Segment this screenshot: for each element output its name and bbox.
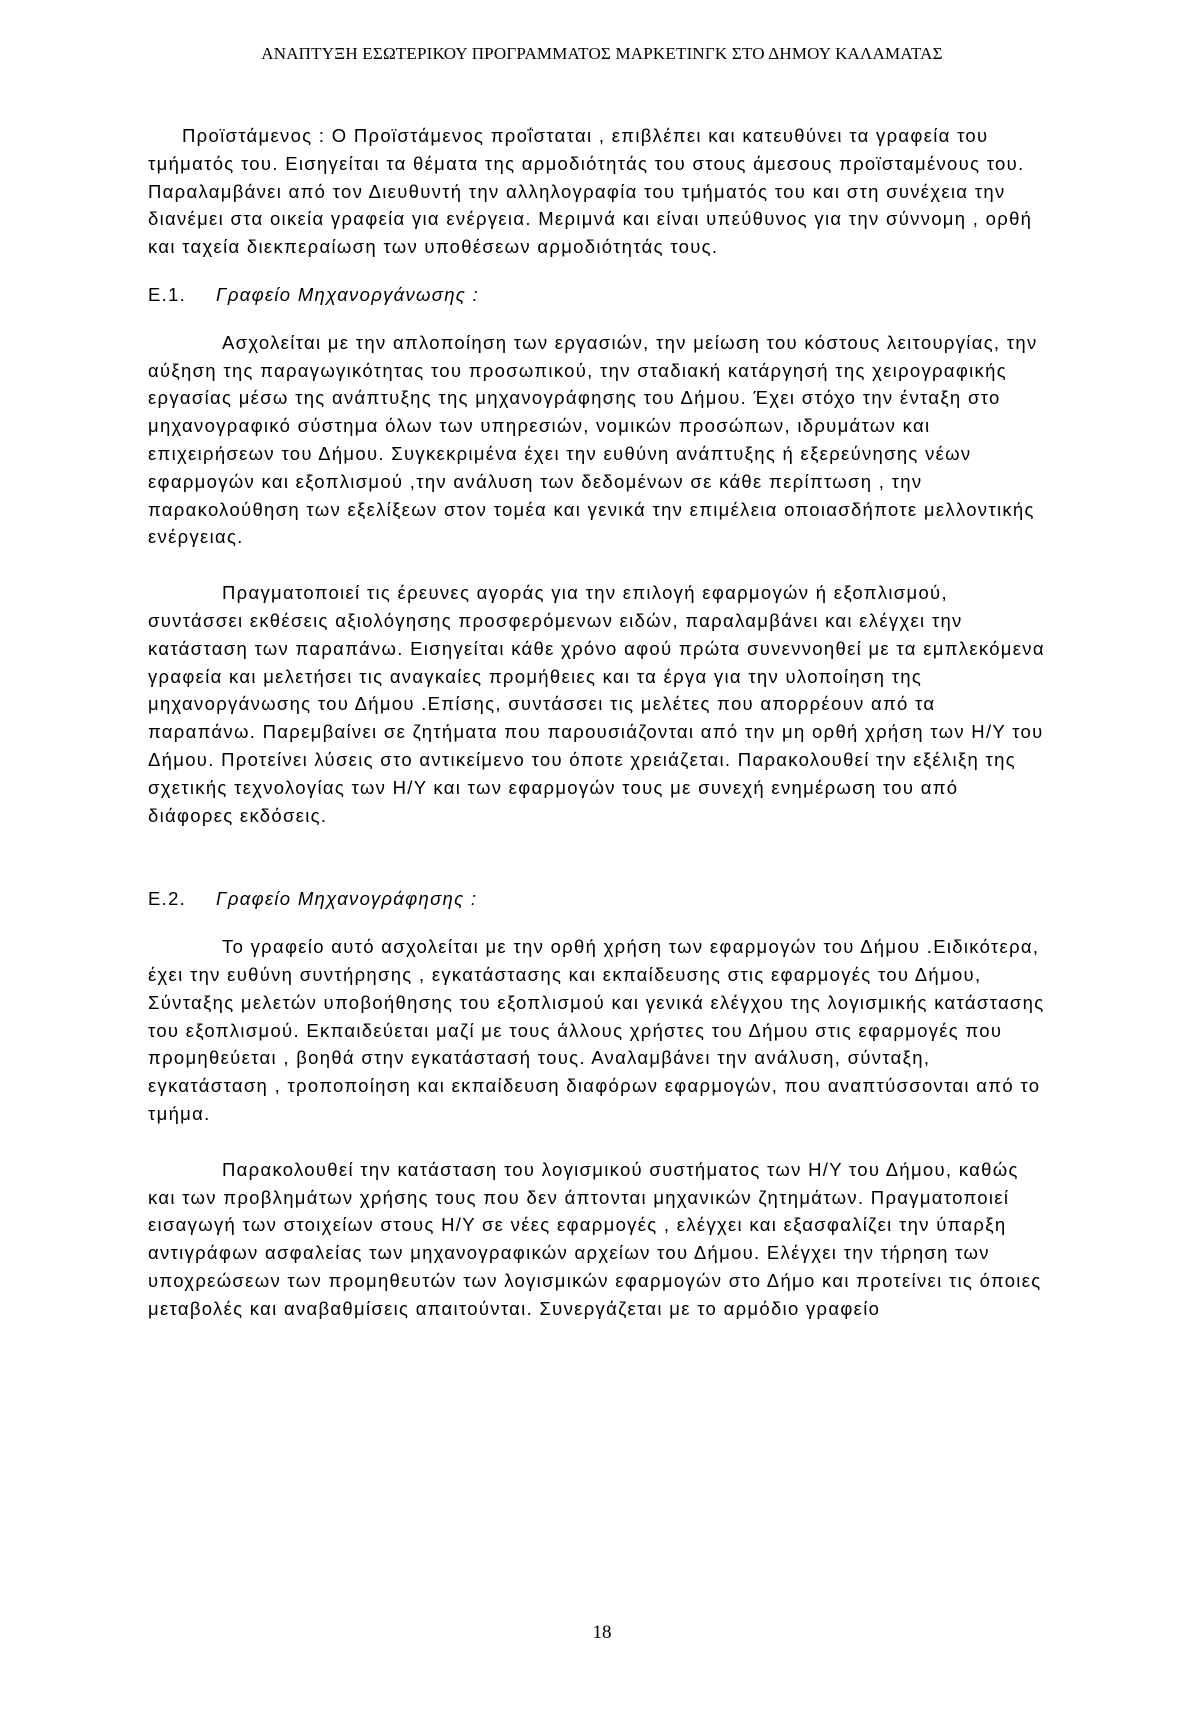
- paragraph: Το γραφείο αυτό ασχολείται με την ορθή χρήση των εφαρμογών του Δήμου .Ειδικότερα, έχει την ευθύνη συντήρησης , εγκατάστασης και εκπαίδευσης στις εφαρμογές του Δήμου, Σύνταξης μελετών υποβοήθησης του εξοπλισμού και γενικά ελέγχου της λογισμικής κατάστασης του εξοπλισμού. Εκπαιδεύεται μαζί με τους άλλους χρήστες του Δήμου στις εφαρμογές που προμηθεύεται , βοηθά στην εγκατάστασή τους. Αναλαμβάνει την ανάλυση, σύνταξη, εγκατάσταση , τροποποίηση και εκπαίδευση διαφόρων εφαρμογών, που αναπτύσσονται από το τμήμα.: [148, 936, 1045, 1124]
- paragraph: Παρακολουθεί την κατάσταση του λογισμικού συστήματος των Η/Υ του Δήμου, καθώς και των προβλημάτων χρήσης τους που δεν άπτονται μηχανικών ζητημάτων. Πραγματοποιεί εισαγωγή των στοιχείων στους Η/Υ σε νέες εφαρμογές , ελέγχει και εξασφαλίζει την ύπαρξη αντιγράφων ασφαλείας των μηχανογραφικών αρχείων του Δήμου. Ελέγχει την τήρηση των υποχρεώσεων των προμηθευτών των λογισμικών εφαρμογών στο Δήμο και προτείνει τις όποιες μεταβολές και αναβαθμίσεις απαιτούνται. Συνεργάζεται με το αρμόδιο γραφείο: [148, 1158, 1042, 1319]
- section-title: Γραφείο Μηχανοργάνωσης :: [216, 283, 479, 305]
- intro-paragraph: Προϊστάμενος : Ο Προϊστάμενος προΐσταται , επιβλέπει και κατευθύνει τα γραφεία του τμήματός του. Εισηγείται τα θέματα της αρμοδιότητάς του στους άμεσους προϊσταμένους του. Παραλαμβάνει από τον Διευθυντή την αλληλογραφία του τμήματός του και στη συνέχεια την διανέμει στα οικεία γραφεία για ενέργεια. Μεριμνά και είναι υπεύθυνος για την σύννομη , ορθή και ταχεία διεκπεραίωση των υποθέσεων αρμοδιότητάς τους.: [148, 125, 1033, 258]
- section-number: Ε.2.: [148, 888, 187, 910]
- page-header: ΑΝΑΠΤΥΞΗ ΕΣΩΤΕΡΙΚΟΥ ΠΡΟΓΡΑΜΜΑΤΟΣ ΜΑΡΚΕΤΙΝΓΚ ΣΤΟ ΔΗΜΟΥ ΚΑΛΑΜΑΤΑΣ: [261, 44, 943, 63]
- section-heading-e2: [148, 885, 1048, 913]
- paragraph: Ασχολείται με την απλοποίηση των εργασιών, την μείωση του κόστους λειτουργίας, την αύξηση της παραγωγικότητας του προσωπικού, την σταδιακή κατάργησή της χειρογραφικής εργασίας μέσω της ανάπτυξης της μηχανογράφησης του Δήμου. Έχει στόχο την ένταξη στο μηχανογραφικό σύστημα όλων των υπηρεσιών, νομικών προσώπων, ιδρυμάτων και επιχειρήσεων του Δήμου. Συγκεκριμένα έχει την ευθύνη ανάπτυξης ή εξερεύνησης νέων εφαρμογών και εξοπλισμού ,την ανάλυση των δεδομένων σε κάθε περίπτωση , την παρακολούθηση των εξελίξεων στον τομέα και γενικά την επιμέλεια οποιασδήποτε μελλοντικής ενέργειας.: [148, 331, 1038, 548]
- document-body: [148, 122, 1048, 1322]
- paragraph: Πραγματοποιεί τις έρευνες αγοράς για την επιλογή εφαρμογών ή εξοπλισμού, συντάσσει εκθέσεις αξιολόγησης προσφερόμενων ειδών, παραλαμβάνει και ελέγχει την κατάσταση των παραπάνω. Εισηγείται κάθε χρόνο αφού πρώτα συνεννοηθεί με τα εμπλεκόμενα γραφεία και μελετήσει τις αναγκαίες προμήθειες και τα έργα για την υλοποίηση της μηχανοργάνωσης του Δήμου .Επίσης, συντάσσει τις μελέτες που απορρέουν από τα παραπάνω. Παρεμβαίνει σε ζητήματα που παρουσιάζονται από την μη ορθή χρήση των Η/Υ του Δήμου. Προτείνει λύσεις στο αντικείμενο του όποτε χρειάζεται. Παρακολουθεί την εξέλιξη της σχετικής τεχνολογίας των Η/Υ και των εφαρμογών τους με συνεχή ενημέρωση του από διάφορες εκδόσεις.: [148, 582, 1045, 826]
- section-title: Γραφείο Μηχανογράφησης :: [216, 888, 478, 910]
- page-number: 18: [592, 1622, 612, 1643]
- section-number: Ε.1.: [148, 283, 187, 305]
- section-heading-e1: [148, 281, 1048, 309]
